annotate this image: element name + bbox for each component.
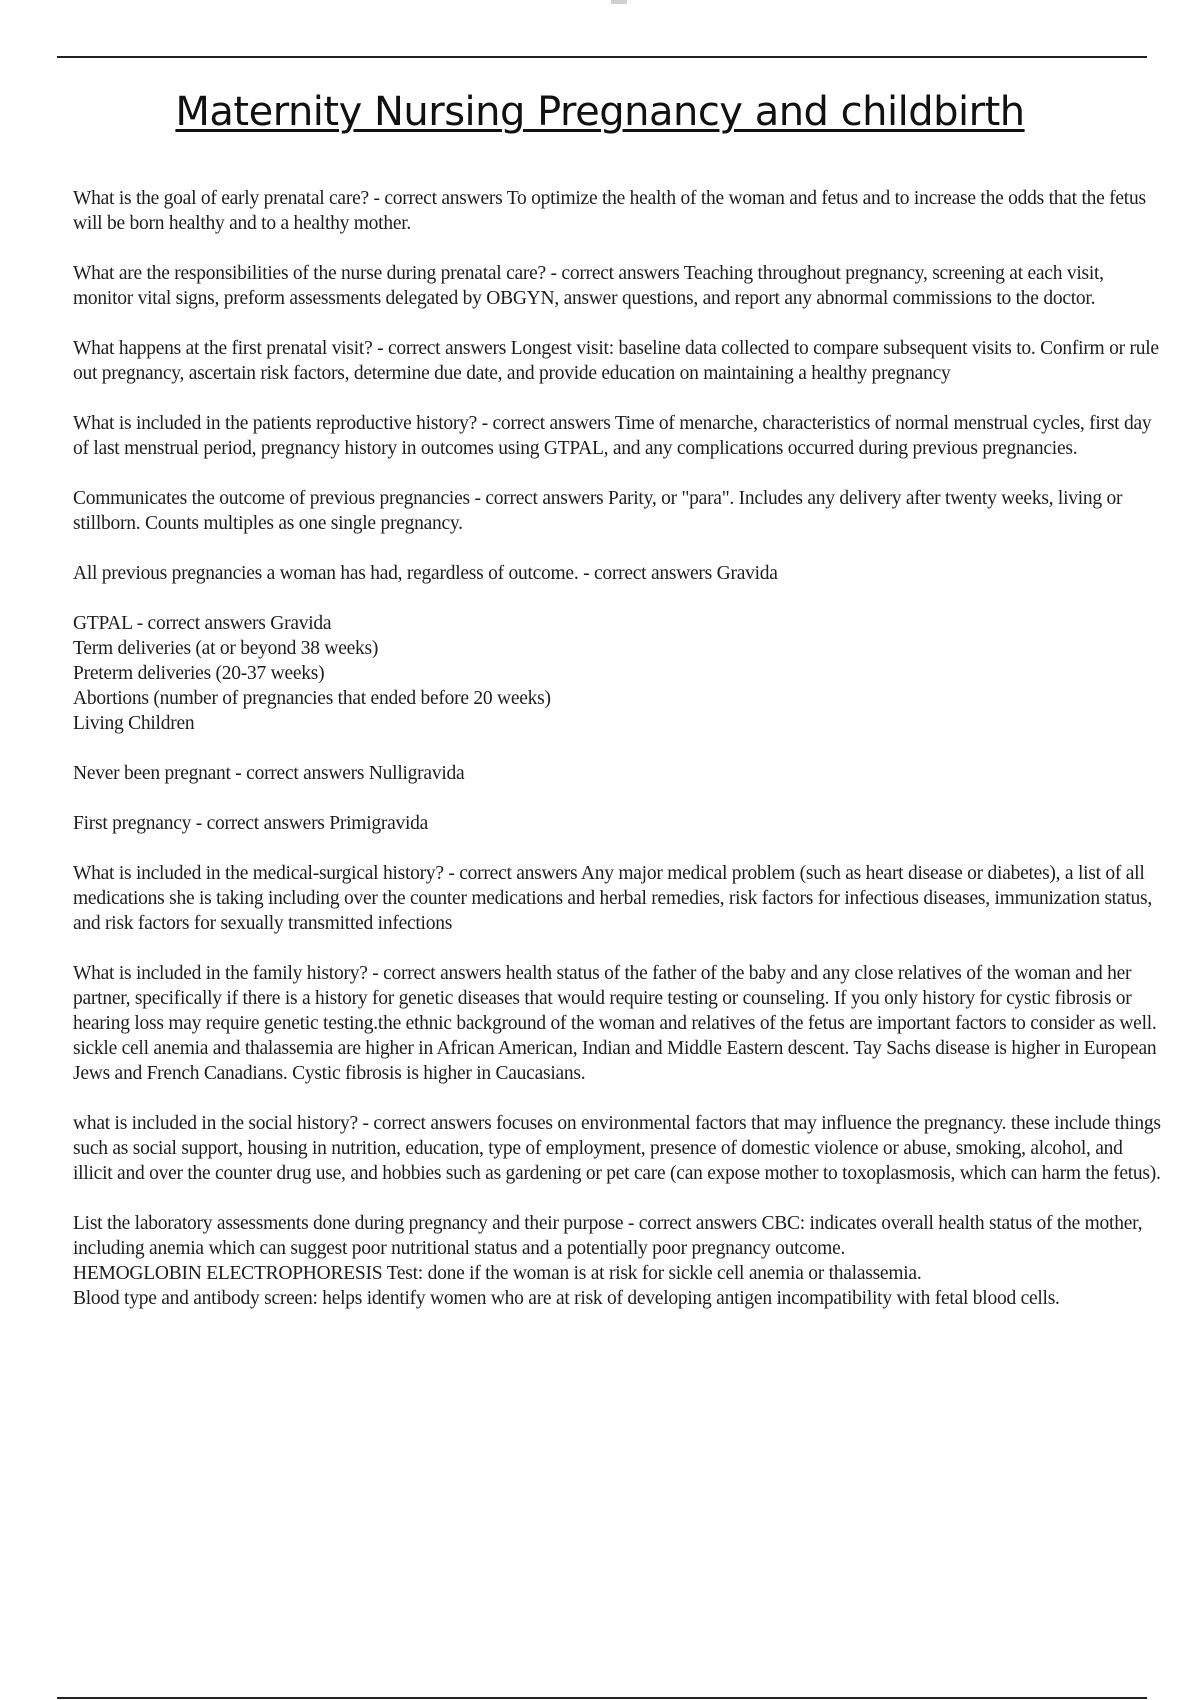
- gtpal-line-term: Term deliveries (at or beyond 38 weeks): [73, 638, 379, 659]
- page-title-text: Maternity Nursing Pregnancy and childbirth: [175, 89, 1025, 135]
- qa-paragraph-nurse-responsibilities: What are the responsibilities of the nurse during prenatal care? - correct answers Teaching throughout pregnancy, screening at each visit, monitor vital signs, preform assessments delegated by OBGYN, answer questions, and report any abnormal commissions to the doctor.: [73, 263, 1104, 309]
- gtpal-line-preterm: Preterm deliveries (20-37 weeks): [73, 663, 325, 684]
- qa-paragraph-gravida: All previous pregnancies a woman has had, regardless of outcome. - correct answers Gravida: [73, 563, 778, 584]
- page-title: [0, 84, 1200, 140]
- lab-line-blood-type: Blood type and antibody screen: helps identify women who are at risk of developing antigen incompatibility with fetal blood cells.: [73, 1288, 1060, 1309]
- gtpal-line-abortions: Abortions (number of pregnancies that ended before 20 weeks): [73, 688, 551, 709]
- qa-block-lab-assessments: [73, 1211, 1163, 1311]
- page-top-marker: [611, 0, 627, 4]
- qa-block-gtpal: [73, 611, 1163, 736]
- lab-line-hemoglobin-electrophoresis: HEMOGLOBIN ELECTROPHORESIS Test: done if the woman is at risk for sickle cell anemia or thalassemia.: [73, 1263, 922, 1284]
- gtpal-line-header: GTPAL - correct answers Gravida: [73, 613, 332, 634]
- qa-paragraph-reproductive-history: What is included in the patients reproductive history? - correct answers Time of menarche, characteristics of normal menstrual cycles, first day of last menstrual period, pregnancy history in outcomes using GTPAL, and any complications occurred during previous pregnancies.: [73, 413, 1152, 459]
- footer-rule: [57, 1697, 1147, 1699]
- qa-paragraph-first-prenatal-visit: What happens at the first prenatal visit? - correct answers Longest visit: baseline data collected to compare subsequent visits to. Confirm or rule out pregnancy, ascertain risk factors, determine due date, and provide education on maintaining a healthy pregnancy: [73, 338, 1159, 384]
- qa-paragraph-social-history: what is included in the social history? - correct answers focuses on environmental factors that may influence the pregnancy. these include things such as social support, housing in nutrition, education, type of employment, presence of domestic violence or abuse, smoking, alcohol, and illicit and over the counter drug use, and hobbies such as gardening or pet care (can expose mother to toxoplasmosis, which can harm the fetus).: [73, 1113, 1161, 1184]
- gtpal-line-living: Living Children: [73, 713, 195, 734]
- qa-paragraph-primigravida: First pregnancy - correct answers Primigravida: [73, 813, 429, 834]
- qa-paragraph-medical-surgical-history: What is included in the medical-surgical history? - correct answers Any major medical problem (such as heart disease or diabetes), a list of all medications she is taking including over the counter medications and herbal remedies, risk factors for infectious diseases, immunization status, and risk factors for sexually transmitted infections: [73, 863, 1152, 934]
- qa-paragraph-nulligravida: Never been pregnant - correct answers Nulligravida: [73, 763, 465, 784]
- qa-paragraph-parity: Communicates the outcome of previous pregnancies - correct answers Parity, or "para". Includes any delivery after twenty weeks, living or stillborn. Counts multiples as one single pregnancy.: [73, 488, 1123, 534]
- qa-paragraph-early-prenatal-goal: What is the goal of early prenatal care? - correct answers To optimize the health of the woman and fetus and to increase the odds that the fetus will be born healthy and to a healthy mother.: [73, 188, 1146, 234]
- header-rule: [57, 56, 1147, 58]
- qa-paragraph-family-history: What is included in the family history? - correct answers health status of the father of the baby and any close relatives of the woman and her partner, specifically if there is a history for genetic diseases that would require testing or counseling. If you only history for cystic fibrosis or hearing loss may require genetic testing.the ethnic background of the woman and relatives of the fetus are important factors to consider as well. sickle cell anemia and thalassemia are higher in African American, Indian and Middle Eastern descent. Tay Sachs disease is higher in European Jews and French Canadians. Cystic fibrosis is higher in Caucasians.: [73, 963, 1157, 1084]
- lab-line-cbc: List the laboratory assessments done during pregnancy and their purpose - correct answers CBC: indicates overall health status of the mother, including anemia which can suggest poor nutritional status and a potentially poor pregnancy outcome.: [73, 1213, 1143, 1259]
- document-body: [73, 186, 1163, 1336]
